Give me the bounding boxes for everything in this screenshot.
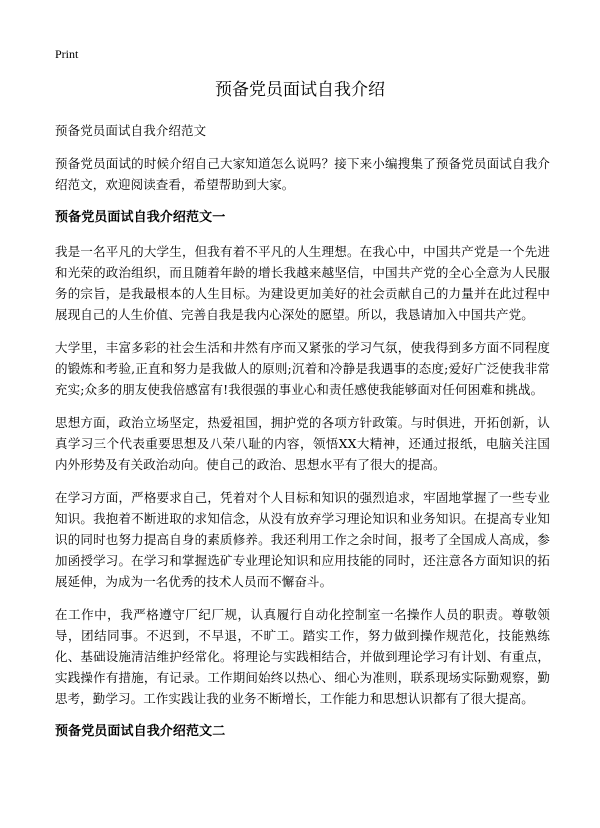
section-heading-1: 预备党员面试自我介绍范文一	[55, 210, 226, 225]
body-paragraph: 在学习方面，严格要求自己，凭着对个人目标和知识的强烈追求，牢固地掌握了一些专业知识。我抱着不断进取的求知信念，从没有放弃学习理论知识和业务知识。在提高专业知识的同时也努力提高自身的素质修养。我还利用工作之余时间，报考了全国成人高成，参加函授学习。在学习和掌握选矿专业理论知识和应用技能的同时，还注意各方面知识的拓展延伸，为成为一名优秀的技术人员而不懈奋斗。	[55, 490, 550, 589]
body-paragraph: 大学里，丰富多彩的社会生活和井然有序而又紧张的学习气氛，使我得到多方面不同程度的锻炼和考验,正直和努力是我做人的原则;沉着和冷静是我遇事的态度;爱好广泛使我非常充实;众多的朋友使我倍感富有!我很强的事业心和责任感使我能够面对任何困难和挑战。	[55, 340, 550, 397]
page-title: 预备党员面试自我介绍	[215, 80, 385, 100]
body-paragraph: 我是一名平凡的大学生，但我有着不平凡的人生理想。在我心中，中国共产党是一个先进和光荣的政治组织，而且随着年龄的增长我越来越坚信，中国共产党的全心全意为人民服务的宗旨，是我最根本的人生目标。为建设更加美好的社会贡献自己的力量并在此过程中展现自己的人生价值、完善自我是我内心深处的愿望。所以，我恳请加入中国共产党。	[55, 244, 550, 322]
article-subtitle: 预备党员面试自我介绍范文	[55, 123, 207, 138]
body-paragraph: 在工作中，我严格遵守厂纪厂规，认真履行自动化控制室一名操作人员的职责。尊敬领导，团结同事。不迟到，不早退，不旷工。踏实工作，努力做到操作规范化，技能熟练化、基础设施清洁维护经常化。将理论与实践相结合，并做到理论学习有计划、有重点，实践操作有措施，有记录。工作期间始终以热心、细心为准则，联系现场实际勤观察，勤思考，勤学习。工作实践让我的业务不断增长，工作能力和思想认识都有了很大提高。	[55, 607, 550, 706]
article-body	[55, 120, 550, 755]
print-link[interactable]: Print	[55, 47, 79, 61]
intro-paragraph: 预备党员面试的时候介绍自己大家知道怎么说吗？接下来小编搜集了预备党员面试自我介绍范文，欢迎阅读查看，希望帮助到大家。	[55, 156, 550, 192]
section-heading-2: 预备党员面试自我介绍范文二	[55, 724, 226, 739]
body-paragraph: 思想方面，政治立场坚定，热爱祖国，拥护党的各项方针政策。与时俱进，开拓创新，认真学习三个代表重要思想及八荣八耻的内容，领悟XX大精神，还通过报纸，电脑关注国内外形势及有关政治动向。使自己的政治、思想水平有了很大的提高。	[55, 415, 550, 472]
